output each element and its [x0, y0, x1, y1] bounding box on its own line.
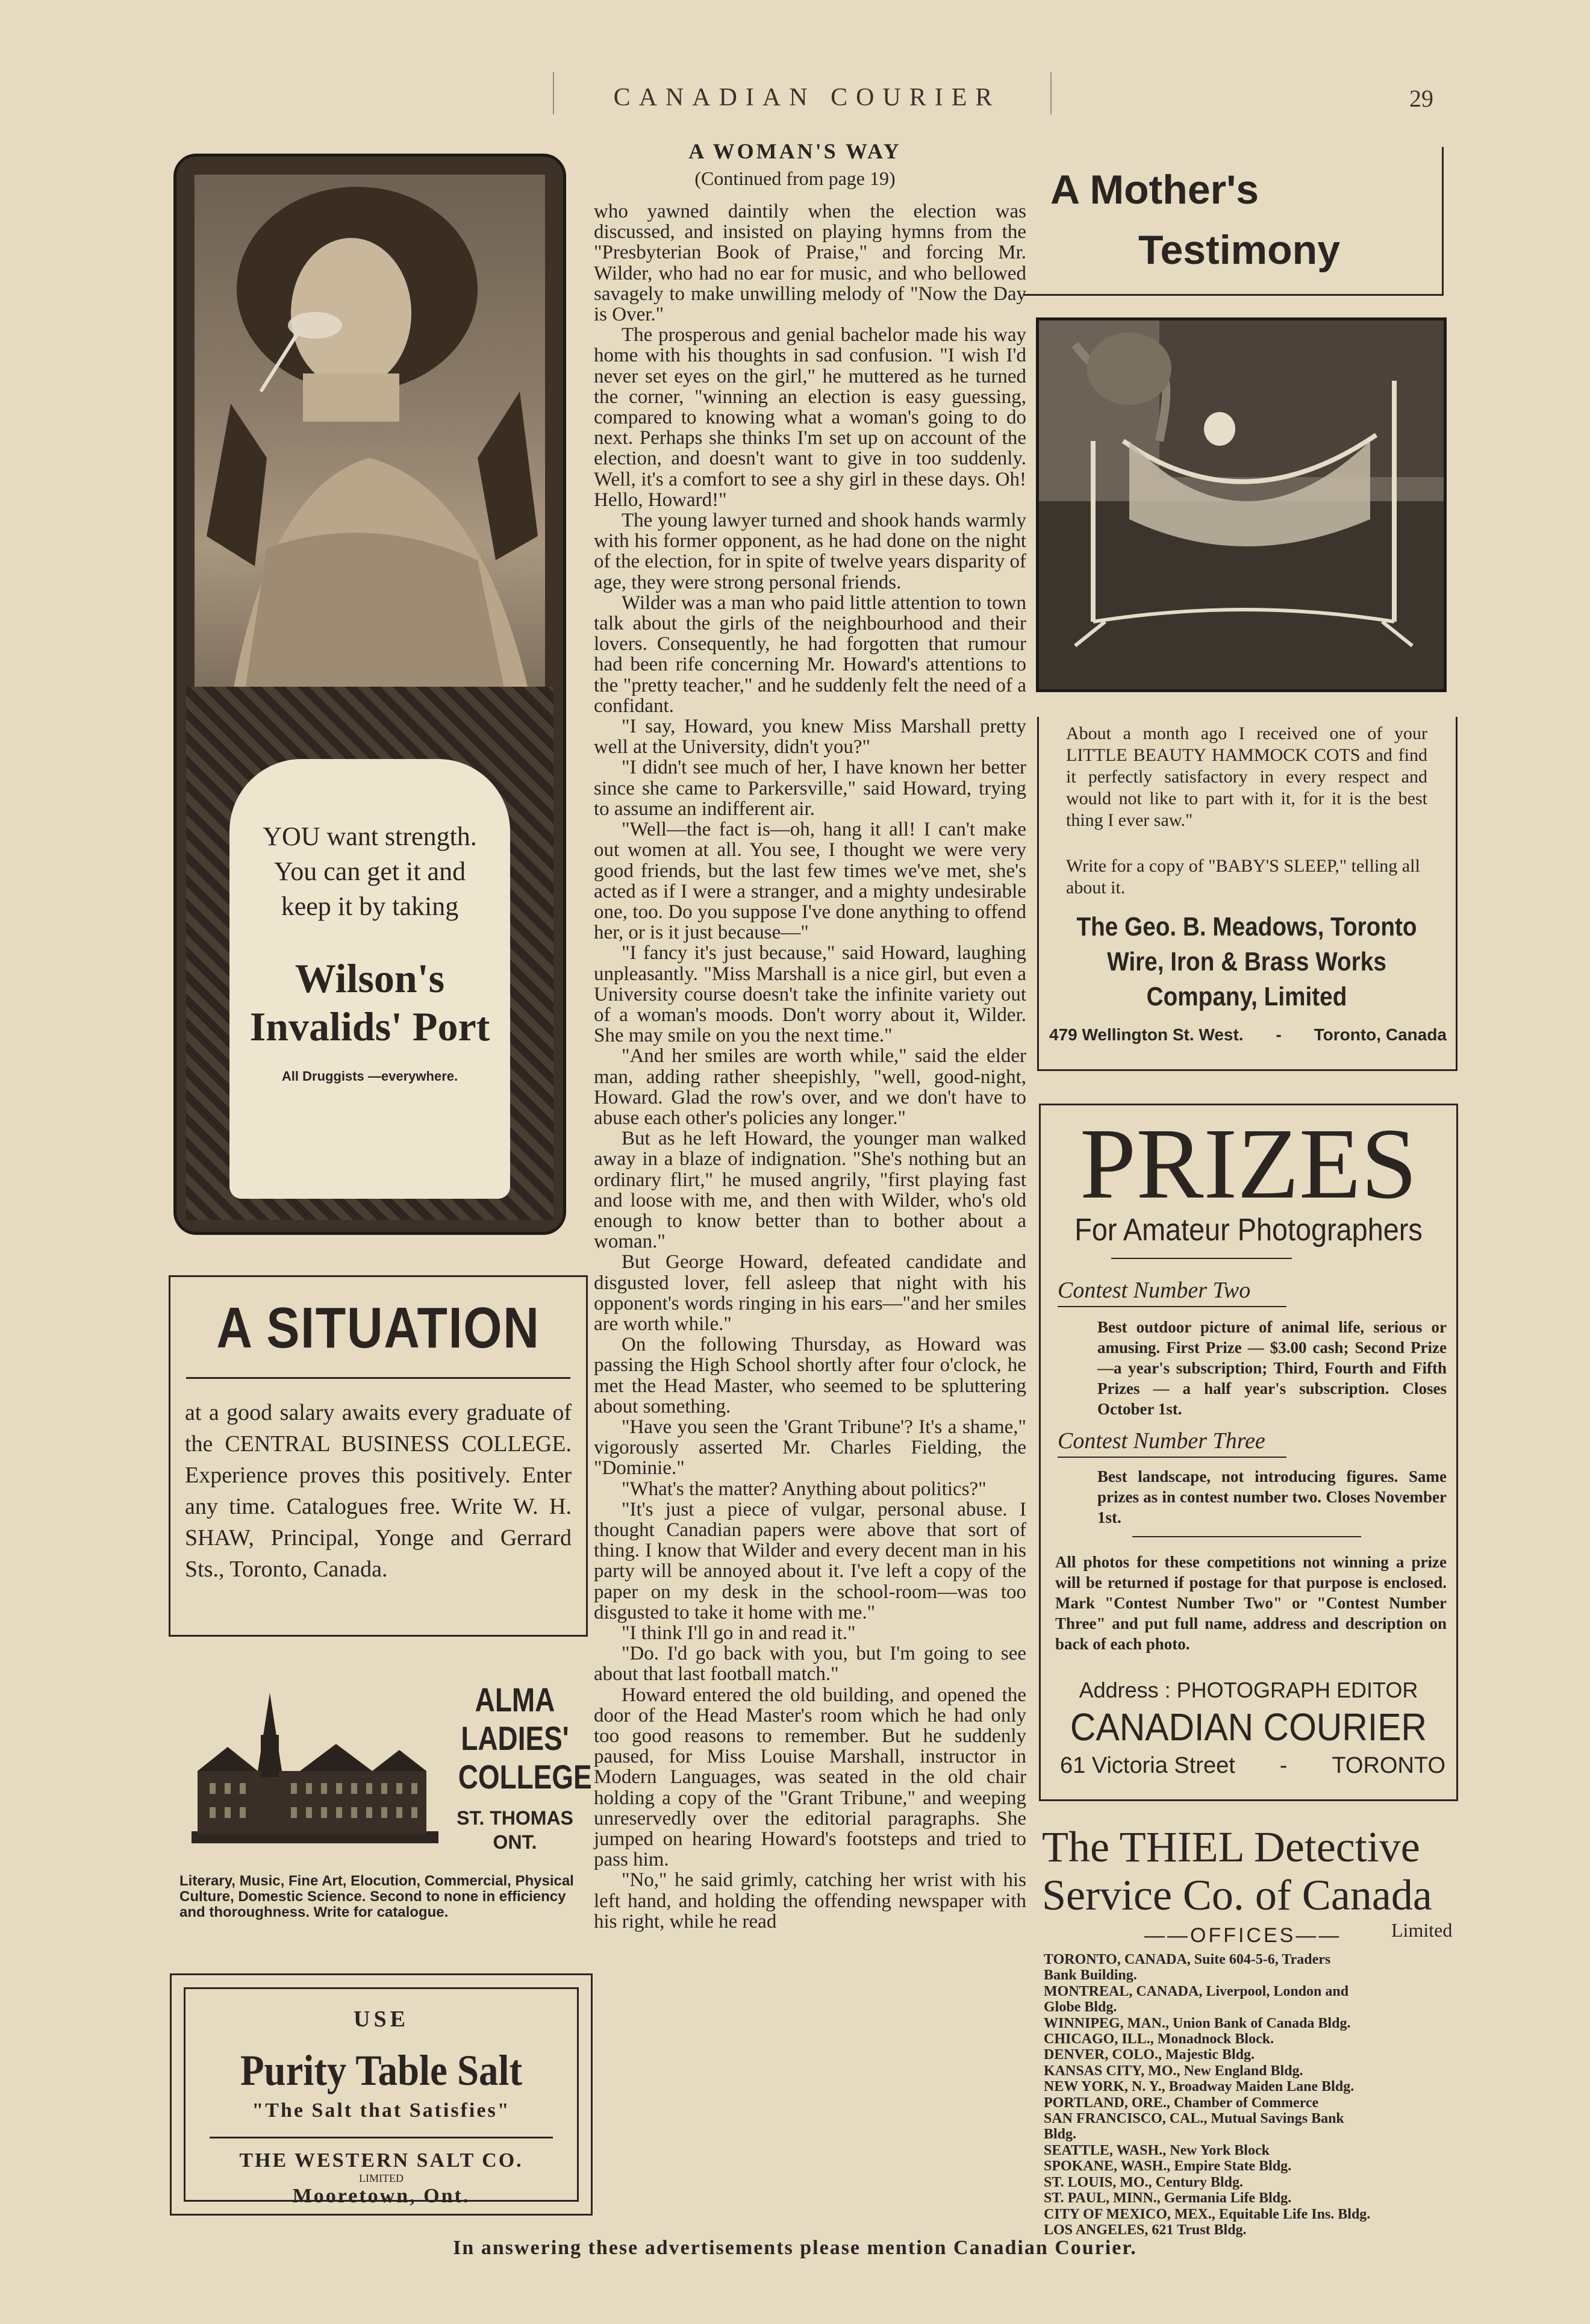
office-line: CHICAGO, ILL., Monadnock Block.: [1044, 2031, 1274, 2048]
story-paragraph: "Do. I'd go back with you, but I'm going to see about that last football match.": [594, 1643, 1026, 1685]
office-line: Bank Building.: [1044, 1967, 1137, 1984]
salt-town: Mooretown, Ont.: [292, 2185, 470, 2207]
office-line: SEATTLE, WASH., New York Block: [1044, 2142, 1270, 2158]
alma-location-line: ONT.: [493, 1831, 537, 1853]
mother-ad-write-for: Write for a copy of "BABY'S SLEEP," telling all about it.: [1066, 856, 1420, 898]
office-line: Globe Bldg.: [1044, 1999, 1117, 2016]
story-paragraph: who yawned daintily when the election was discussed, and insisted on playing hymns from the "Presbyterian Book of Praise," and forcing Mr. Wilder, who had no ear for music, and who bellowed savagely to make unwilling melody of "Now the Day is Over.": [594, 201, 1026, 326]
contest-three-title: Contest Number Three: [1058, 1428, 1265, 1454]
column-divider: [553, 72, 554, 114]
wine-ad-brand: Wilson's Invalids' Port: [249, 955, 490, 1049]
office-line: ST. PAUL, MINN., Germania Life Bldg.: [1044, 2190, 1292, 2207]
thiel-name-line1: The THIEL Detective: [1042, 1823, 1420, 1871]
story-paragraph: "Have you seen the 'Grant Tribune'? It's a shame," vigorously asserted Mr. Charles Fielding, the "Dominie.": [594, 1416, 1026, 1479]
story-paragraph: On the following Thursday, as Howard was passing the High School shortly after four o'clock, he met the Head Master, who seemed to be spluttering about something.: [594, 1334, 1026, 1417]
address-city: Toronto, Canada: [1314, 1025, 1447, 1044]
office-line: Bldg.: [1044, 2126, 1077, 2143]
thiel-offices-label: ——OFFICES——: [1144, 1924, 1342, 1947]
office-line: CITY OF MEXICO, MEX., Equitable Life Ins. Bldg.: [1044, 2206, 1371, 2222]
running-head: CANADIAN COURIER: [613, 84, 1001, 111]
prizes-street-line: [1060, 1753, 1445, 1779]
story-paragraph: "It's just a piece of vulgar, personal abuse. I thought Canadian papers were above that sort of thing. I know that Wilder and every decent man in his party will be annoyed about it. I've left a copy of the paper on my desk in the school-room—was too disgusted to take it home with me.": [594, 1498, 1026, 1623]
situation-body: at a good salary awaits every graduate of the CENTRAL BUSINESS COLLEGE. Experience proves this positively. Enter any time. Catalogues free. Write W. H. SHAW, Principal, Yonge and Gerrard Sts., Toronto, Canada.: [185, 1400, 572, 1582]
wilsons-port-ad: [173, 154, 566, 1235]
office-line: NEW YORK, N. Y., Broadway Maiden Lane Bldg.: [1044, 2079, 1355, 2095]
salt-use: USE: [354, 2007, 409, 2032]
salt-company: THE WESTERN SALT CO.: [239, 2149, 523, 2172]
story-paragraph: "And her smiles are worth while," said the elder man, adding rather sheepishly, "well, good-night, Howard. Glad the row's over, and we don't have to abuse each other's policies any longer.": [594, 1045, 1026, 1129]
story-paragraph: "No," he said grimly, catching her wrist with his left hand, and holding the offending newspaper with his right, while he read: [594, 1869, 1026, 1932]
prizes-return-note: All photos for these competitions not winning a prize will be returned if postage for that purpose is enclosed. Mark "Contest Number Two" or "Contest Number Three" and put full name, address and description on back of each photo.: [1055, 1553, 1447, 1653]
alma-description: Literary, Music, Fine Art, Elocution, Commercial, Physical Culture, Domestic Science. Second to none in efficiency and thoroughness. Write for catalogue.: [179, 1873, 574, 1920]
office-line: SPOKANE, WASH., Empire State Bldg.: [1044, 2158, 1292, 2175]
wine-ad-footer: All Druggists —everywhere.: [281, 1069, 458, 1084]
salt-ad-inner-frame: [184, 1987, 579, 2207]
purity-salt-ad: [170, 1973, 593, 2216]
contest-two-text: Best outdoor picture of animal life, serious or amusing. First Prize — $3.00 cash; Second Prize—a year's subscription; Third, Fourth and Fifth Prizes — a half year's subscription. Closes October 1st.: [1097, 1318, 1447, 1418]
company-line: The Geo. B. Meadows, Toronto: [1076, 912, 1417, 942]
alma-name-line: COLLEGE: [458, 1758, 592, 1796]
story-paragraph: Howard entered the old building, and opened the door of the Head Master's room which he had only too good reasons to remember. But he suddenly paused, for Miss Louise Marshall, instructor in Modern Languages, was seated in the old chair holding a copy of the "Grant Tribune," and weeping unreservedly over the editorial paragraphs. She jumped on hearing Howard's footsteps and tried to pass him.: [594, 1684, 1026, 1871]
meadows-address: [1049, 1025, 1447, 1045]
situation-headline: A SITUATION: [216, 1296, 540, 1360]
office-line: WINNIPEG, MAN., Union Bank of Canada Bldg.: [1044, 2015, 1351, 2031]
office-line: SAN FRANCISCO, CAL., Mutual Savings Bank: [1044, 2111, 1344, 2127]
story-paragraph: "What's the matter? Anything about politics?": [622, 1478, 987, 1500]
meadows-company-name: [1067, 910, 1427, 1014]
mother-ad-title-line1: A Mother's: [1050, 167, 1259, 213]
office-line: KANSAS CITY, MO., New England Bldg.: [1044, 2063, 1303, 2079]
college-building-illustration: [192, 1681, 438, 1843]
alma-location-line: ST. THOMAS: [457, 1807, 573, 1829]
story-paragraph: "I didn't see much of her, I have known her better since she came to Parkersville," said Howard, trying to assume an indifferent air.: [594, 757, 1026, 820]
story-paragraph: The prosperous and genial bachelor made his way home with his thoughts in sad confusion. "I wish I'd never set eyes on the girl," he muttered as he turned the corner, "winning an election is easy guessing, compared to knowing what a woman's going to do next. Perhaps she thinks I'm set up on account of the election, and doesn't want to give in too suddenly. Well, it's a comfort to see a shy girl in these days. Oh! Hello, Howard!": [594, 324, 1026, 511]
office-line: ST. LOUIS, MO., Century Bldg.: [1044, 2174, 1243, 2190]
story-paragraph: "I fancy it's just because," said Howard, laughing unpleasantly. "Miss Marshall is a nice girl, but even a University course doesn't take the infinite variety out of a woman's moods. Don't worry about it, Wilder. She may smile on you the next time.": [594, 942, 1026, 1047]
divider: [186, 1377, 570, 1379]
story-paragraph: The young lawyer turned and shook hands warmly with his former opponent, as he had done on the night of the election, for in spite of twelve years disparity of age, they were strong personal friends.: [594, 510, 1026, 593]
story-body: [594, 201, 1026, 1932]
divider: [1058, 1306, 1286, 1307]
story-paragraph: But George Howard, defeated candidate and disgusted lover, fell asleep that night with his opponent's words ringing in his ears—"and her smiles are worth while.": [594, 1251, 1026, 1335]
business-college-ad: [169, 1275, 588, 1637]
woman-drinking-illustration: [195, 175, 545, 705]
divider: [210, 2137, 553, 2138]
thiel-name-line2: Service Co. of Canada: [1042, 1871, 1432, 1919]
story-continued-note: (Continued from page 19): [694, 167, 896, 189]
prizes-publication: CANADIAN COURIER: [1070, 1705, 1427, 1749]
wine-ad-panel: [229, 759, 510, 1199]
office-line: TORONTO, CANADA, Suite 604-5-6, Traders: [1044, 1952, 1331, 1967]
thiel-limited: Limited: [1391, 1919, 1453, 1941]
story-paragraph: Wilder was a man who paid little attention to town talk about the girls of the neighbourhood and their lovers. Consequently, he had forgotten that rumour had been rife concerning Mr. Howard's attentions to the "pretty teacher," and he suddenly felt the need of a confidant.: [594, 592, 1026, 717]
prizes-street: 61 Victoria Street: [1060, 1753, 1235, 1778]
divider: [1111, 1258, 1292, 1259]
company-line: Company, Limited: [1146, 982, 1347, 1011]
salt-tagline: "The Salt that Satisfies": [252, 2099, 511, 2122]
company-line: Wire, Iron & Brass Works: [1107, 947, 1386, 976]
alma-name-line: LADIES': [461, 1719, 569, 1757]
story-title: A WOMAN'S WAY: [688, 139, 902, 163]
alma-location: [446, 1806, 584, 1854]
story-paragraph: But as he left Howard, the younger man walked away in a blaze of indignation. "She's nothing but an ordinary flirt," he mused angrily, "first playing fast and loose with me, and then with Wilder, who's old enough to know better than to bother about a woman.": [594, 1128, 1026, 1253]
prizes-address-label: Address : PHOTOGRAPH EDITOR: [1079, 1678, 1418, 1702]
thiel-office-list: [1044, 1952, 1465, 2238]
mother-ad-title-line2: Testimony: [1138, 227, 1341, 273]
page-footer-notice: In answering these advertisements please mention Canadian Courier.: [453, 2237, 1137, 2259]
prizes-separator: -: [1279, 1753, 1288, 1778]
salt-brand: Purity Table Salt: [240, 2046, 523, 2094]
office-line: MONTREAL, CANADA, Liverpool, London and: [1044, 1983, 1349, 1999]
mother-testimony-quote: About a month ago I received one of your LITTLE BEAUTY HAMMOCK COTS and find it perfectly satisfactory in every respect and would not like to part with it, for it is the best thing I ever saw.": [1066, 723, 1427, 830]
page-number: 29: [1409, 85, 1433, 112]
divider: [1132, 1536, 1361, 1537]
prizes-headline: PRIZES: [1079, 1108, 1418, 1220]
office-line: PORTLAND, ORE., Chamber of Commerce: [1044, 2094, 1319, 2111]
address-separator: -: [1276, 1025, 1282, 1044]
contest-three-text: Best landscape, not introducing figures. Same prizes as in contest number two. Closes November 1st.: [1097, 1467, 1447, 1526]
alma-college-name: [458, 1681, 592, 1796]
baby-hammock-cot-photo: [1036, 317, 1447, 692]
alma-name-line: ALMA: [475, 1681, 555, 1719]
prizes-subhead: For Amateur Photographers: [1074, 1213, 1423, 1248]
wine-ad-copy: YOU want strength. You can get it and keep it by taking: [263, 822, 477, 921]
column-divider: [1050, 72, 1052, 114]
story-paragraph: "I think I'll go in and read it.": [622, 1622, 856, 1645]
story-paragraph: "Well—the fact is—oh, hang it all! I can't make out women at all. You see, I thought we were very good friends, but the last few times we've met, she's acted as if I were a stranger, and a mighty undesirable one, too. Do you suppose I've done anything to offend her, or is it just because—": [594, 819, 1026, 944]
story-paragraph: "I say, Howard, you knew Miss Marshall pretty well at the University, didn't you?": [594, 716, 1026, 758]
office-line: LOS ANGELES, 621 Trust Bldg.: [1044, 2222, 1247, 2238]
office-line: DENVER, COLO., Majestic Bldg.: [1044, 2047, 1255, 2063]
address-street: 479 Wellington St. West.: [1049, 1025, 1244, 1044]
salt-limited: LIMITED: [359, 2172, 404, 2184]
prizes-city: TORONTO: [1332, 1753, 1445, 1778]
contest-two-title: Contest Number Two: [1058, 1278, 1251, 1303]
divider: [1058, 1457, 1286, 1458]
